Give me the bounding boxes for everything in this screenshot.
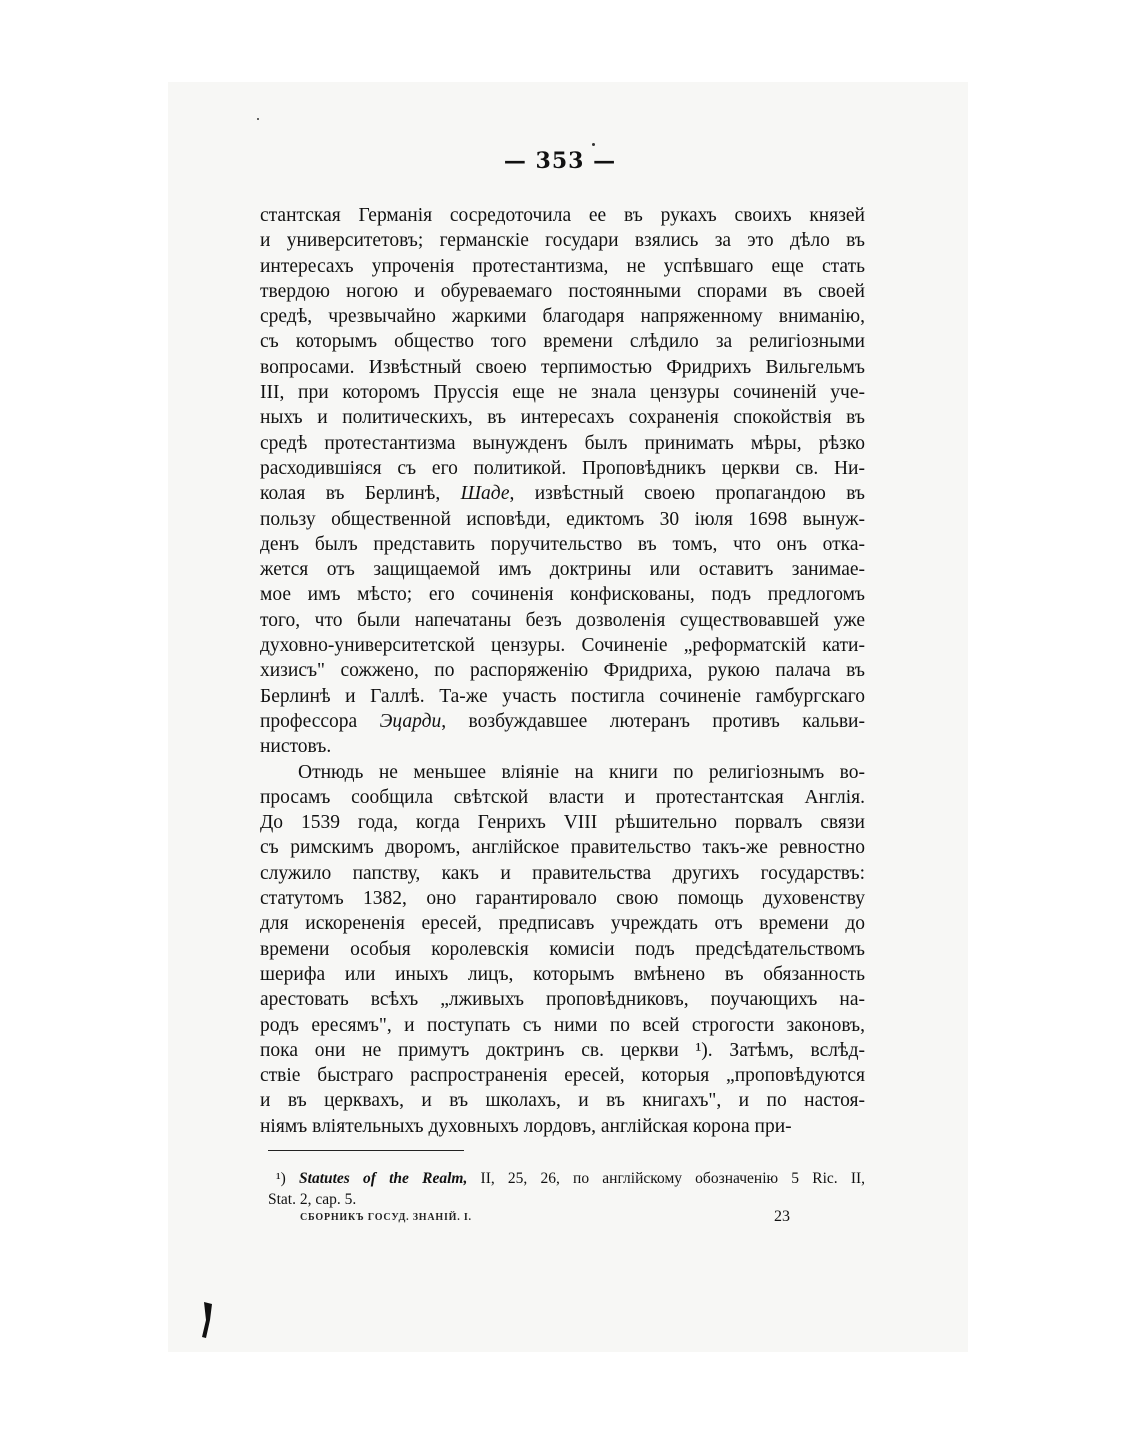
text-line: для искорененія ересей, предписавъ учреждать отъ времени до <box>260 913 865 935</box>
text-line: хизисъ" сожжено, по распоряженію Фридриха, рукою палача въ <box>260 660 865 682</box>
text-line: средѣ протестантизма вынужденъ былъ принимать мѣры, рѣзко <box>260 432 865 454</box>
text-line: жется отъ защищаемой имъ доктрины или оставитъ занимае- <box>260 559 865 581</box>
footnote-source-title: Statutes of the Realm, <box>299 1170 468 1187</box>
text-line: шерифа или иныхъ лицъ, которымъ вмѣнено въ обязанность <box>260 963 865 985</box>
text-line: ствіе быстраго распространенія ересей, которыя „проповѣдуются <box>260 1065 865 1087</box>
text-line: съ которымъ общество того времени слѣдило за религіозными <box>260 331 865 353</box>
text-line: съ римскимъ дворомъ, англійское правительство такъ-же ревностно <box>260 837 865 859</box>
body-text <box>260 203 865 1139</box>
text-line: До 1539 года, когда Генрихъ VIII рѣшительно порвалъ связи <box>260 812 865 834</box>
signature-number: 23 <box>774 1208 790 1225</box>
text-line: пока они не примутъ доктринъ св. церкви ¹). Затѣмъ, вслѣд- <box>260 1039 865 1061</box>
footnote <box>268 1168 865 1210</box>
italic-name: Шаде <box>460 483 510 505</box>
footnote-line-1 <box>268 1168 865 1189</box>
printer-signature: СБОРНИКЪ ГОСУД. ЗНАНІЙ. I. <box>300 1212 472 1223</box>
text-line: средѣ, чрезвычайно жаркими благодаря напряженному вниманію, <box>260 306 865 328</box>
text-line: статутомъ 1382, оно гарантировало свою помощь духовенству <box>260 888 865 910</box>
text-line: Отнюдь не меньшее вліяніе на книги по религіознымъ во- <box>298 761 865 783</box>
text-line: Берлинѣ и Галлѣ. Та-же участь постигла сочиненіе гамбургскаго <box>260 685 865 707</box>
text-line: мое имъ мѣсто; его сочиненія конфискованы, подъ предлогомъ <box>260 584 865 606</box>
text-line: интересахъ упроченія протестантизма, не успѣвшаго еще стать <box>260 255 865 277</box>
text-line: расходившіяся съ его политикой. Проповѣдникъ церкви св. Ни- <box>260 457 865 479</box>
speck <box>592 143 595 146</box>
text-line: и въ церквахъ, и въ школахъ, и въ книгахъ", и по настоя- <box>260 1090 865 1112</box>
text-line: пользу общественной исповѣди, едиктомъ 30 іюля 1698 вынуж- <box>260 508 865 530</box>
footnote-marker: ¹) <box>276 1170 286 1187</box>
text-line: служило папству, какъ и правительства другихъ государствъ: <box>260 862 865 884</box>
text-line: вопросами. Извѣстный своею терпимостью Фридрихъ Вильгельмъ <box>260 356 865 378</box>
page-number: — 353 — <box>503 148 617 174</box>
text-line: и университетовъ; германскіе государи взялись за это дѣло въ <box>260 230 865 252</box>
text-line: родъ ересямъ", и поступать съ ними по всей строгости законовъ, <box>260 1014 865 1036</box>
text-line: нистовъ. <box>260 736 332 758</box>
footnote-line-2: Stat. 2, cap. 5. <box>268 1191 357 1208</box>
margin-stroke-mark <box>198 1300 222 1340</box>
text-line: просамъ сообщила свѣтской власти и протестантская Англія. <box>260 786 865 808</box>
text-line: профессора Эцарди, возбуждавшее лютеранъ противъ кальви- <box>260 710 865 732</box>
text-line: арестовать всѣхъ „лживыхъ проповѣдниковъ, поучающихъ на- <box>260 989 865 1011</box>
speck <box>257 118 259 120</box>
italic-name: Эцарди <box>379 710 442 732</box>
footnote-line-1-rest: II, 25, 26, по англійскому обозначенію 5 Ric. II, <box>480 1170 866 1187</box>
text-line: III, при которомъ Пруссія еще не знала цензуры сочиненій уче- <box>260 382 865 404</box>
text-line: духовно-университетской цензуры. Сочиненіе „реформатскій кати- <box>260 635 865 657</box>
footnote-divider <box>268 1150 464 1151</box>
text-line: стантская Германія сосредоточила ее въ рукахъ своихъ князей <box>260 205 865 226</box>
text-line: твердою ногою и обуреваемаго постоянными спорами въ своей <box>260 280 865 302</box>
text-line: колая въ Берлинѣ, Шаде, извѣстный своею пропагандою въ <box>260 483 866 505</box>
text-line: ныхъ и политическихъ, въ интересахъ сохраненія спокойствія въ <box>260 407 865 429</box>
text-line: времени особыя королевскія комисіи подъ предсѣдательствомъ <box>260 938 865 960</box>
text-line: денъ былъ представить поручительство въ томъ, что онъ отка- <box>260 533 865 555</box>
text-line: того, что были напечатаны безъ дозволенія существовавшей уже <box>260 609 865 631</box>
text-line: ніямъ вліятельныхъ духовныхъ лордовъ, англійская корона при- <box>260 1115 792 1137</box>
